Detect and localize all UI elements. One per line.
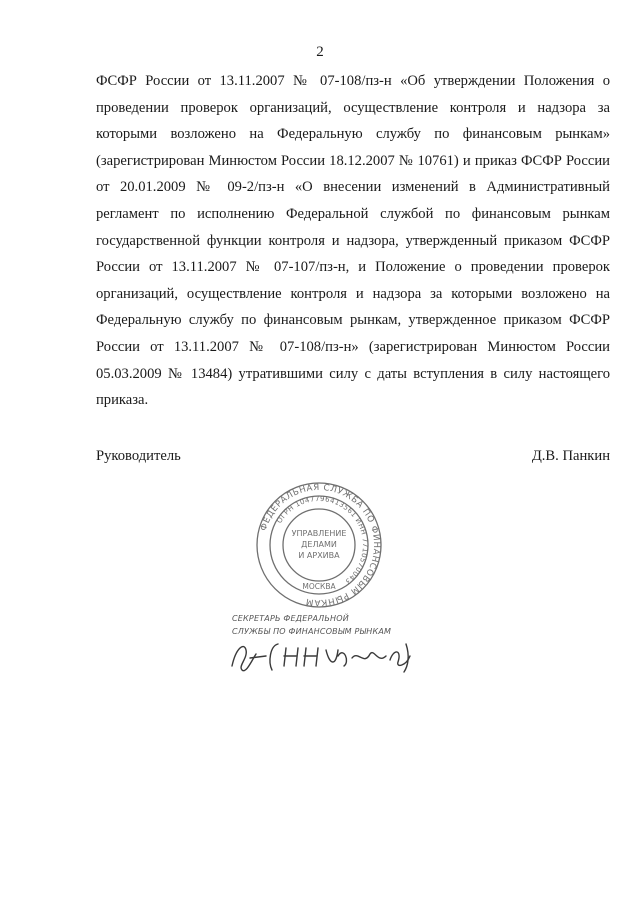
handwritten-signature bbox=[226, 636, 416, 676]
seal-center-line-3: И АРХИВА bbox=[298, 551, 340, 560]
seal-outer-text: ФЕДЕРАЛЬНАЯ СЛУЖБА ПО ФИНАНСОВЫМ РЫНКАМ bbox=[258, 482, 382, 608]
certification-stamp bbox=[232, 612, 412, 638]
signer-name: Д.В. Панкин bbox=[531, 448, 610, 464]
seal-city: МОСКВА bbox=[302, 582, 336, 591]
body-paragraph: ФСФР России от 13.11.2007 № 07-108/пз-н «Об утверждении Положения о проведении проверок организаций, осуществление контроля и надзора за которыми возложено на Федеральную службу по финансовым рынкам» (зарегистрирован Минюстом России 18.12.2007 № 10761) и приказ ФСФР России от 20.01.2009 № 09-2/пз-н «О внесении изменений в Административный регламент по исполнению Федеральной службой по финансовым рынкам государственной функции контроля и надзора, утвержденный приказом ФСФР России от 13.11.2007 № 07-107/пз-н, и Положение о проведении проверок организаций, осуществление контроля и надзора за которыми возложено на Федеральную службу по финансовым рынкам, утвержденное приказом ФСФР России от 13.11.2007 № 07-108/пз-н» (зарегистрирован Минюстом России 05.03.2009 № 13484) утратившими силу с даты вступления в силу настоящего приказа. bbox=[96, 73, 610, 409]
page-number: 2 bbox=[316, 44, 324, 60]
certification-line-1: СЕКРЕТАРЬ ФЕДЕРАЛЬНОЙ bbox=[232, 614, 349, 623]
seal-inner-text: ОГРН 1047796413561 ИНН 7710570043 bbox=[275, 494, 370, 586]
signer-title: Руководитель bbox=[96, 448, 181, 464]
seal-center-line-1: УПРАВЛЕНИЕ bbox=[291, 529, 347, 538]
official-seal bbox=[254, 480, 384, 610]
seal-center-line-2: ДЕЛАМИ bbox=[301, 540, 337, 549]
certification-line-2: СЛУЖБЫ ПО ФИНАНСОВЫМ РЫНКАМ bbox=[232, 627, 392, 636]
